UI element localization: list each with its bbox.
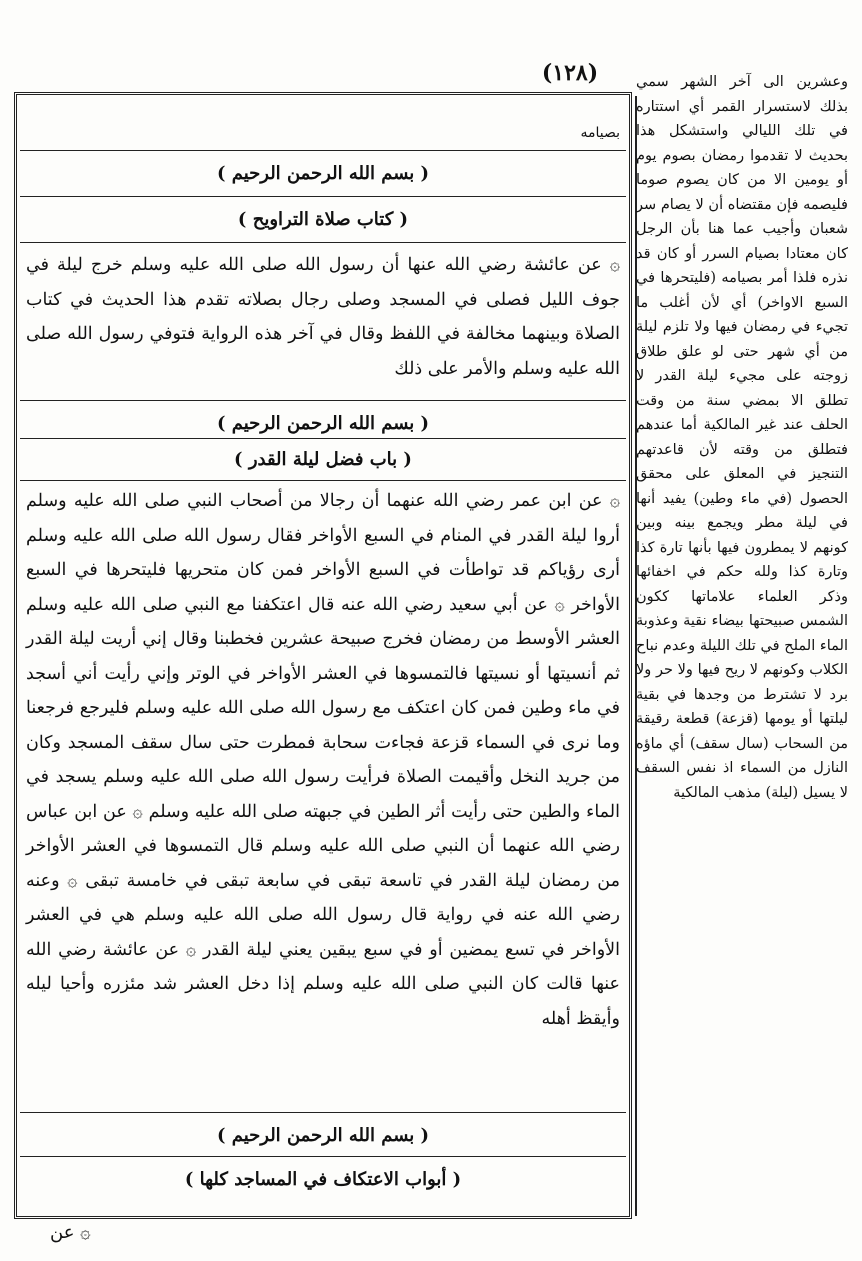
basmala: ( بسم الله الرحمن الرحيم )	[216, 1125, 430, 1146]
divider	[20, 480, 626, 481]
divider	[20, 196, 626, 197]
carryover-word: بصيامه	[580, 125, 620, 141]
section-heading: ( كتاب صلاة التراويح )	[237, 209, 409, 230]
divider	[20, 438, 626, 439]
hadith-paragraph: ۞ عن عائشة رضي الله عنها أن رسول الله صلى الله عليه وسلم خرج ليلة في جوف الليل فصلى في المسجد وصلى رجال بصلاته تقدم هذا الحديث في كتاب الصلاة وبينهما مخالفة في اللفظ وقال في آخر هذه الرواية فتوفي رسول الله صلى الله عليه وسلم والأمر على ذلك	[26, 255, 620, 379]
catchword: ۞ عن	[50, 1222, 91, 1243]
main-text-column	[20, 100, 626, 1215]
basmala: ( بسم الله الرحمن الرحيم )	[216, 413, 430, 434]
hadith-paragraph: ۞ عن ابن عمر رضي الله عنهما أن رجالا من أصحاب النبي صلى الله عليه وسلم أروا ليلة القدر في المنام في السبع الأواخر فقال رسول الله صلى الله عليه وسلم أرى رؤياكم قد تواطأت في السبع الأواخر فمن كان متحريها فليتحرها في السبع الأواخر ۞ عن أبي سعيد رضي الله عنه قال اعتكفنا مع النبي صلى الله عليه وسلم العشر الأوسط من رمضان فخرج صبيحة عشرين فخطبنا وقال إني أريت ليلة القدر ثم أنسيتها أو نسيتها فالتمسوها في العشر الأواخر في الوتر وإني رأيت أني أسجد في ماء وطين فمن كان اعتكف مع رسول الله صلى الله عليه وسلم فليرجع فرجعنا وما نرى في السماء قزعة فجاءت سحابة فمطرت حتى سال سقف المسجد وكان من جريد النخل وأقيمت الصلاة فرأيت رسول الله صلى الله عليه وسلم يسجد في الماء والطين حتى رأيت أثر الطين في جبهته صلى الله عليه وسلم ۞ عن ابن عباس رضي الله عنهما أن النبي صلى الله عليه وسلم قال التمسوها في العشر الأواخر من رمضان ليلة القدر في تاسعة تبقى في سابعة تبقى في خامسة تبقى ۞ وعنه رضي الله عنه في رواية قال رسول الله صلى الله عليه وسلم هي في العشر الأواخر في تسع يمضين أو في سبع يبقين يعني ليلة القدر ۞ عن عائشة رضي الله عنها قالت كان النبي صلى الله عليه وسلم إذا دخل العشر شد مئزره وأحيا ليله وأيقظ أهله	[26, 491, 620, 1029]
page-number: (١٢٨)	[541, 60, 599, 86]
section-heading: ( أبواب الاعتكاف في المساجد كلها )	[184, 1169, 462, 1190]
marginal-commentary: وعشرين الى آخر الشهر سمي بذلك لاستسرار القمر أي استتاره في تلك الليالي واستشكل هذا بحديث لا تقدموا رمضان بصوم يوم أو يومين الا من كان يصوم صوما فليصمه فإن مقتضاه أن لا يصام سر شعبان وأجيب عما هنا بأن الرجل كان معتادا بصيام السرر أو كان قد نذره فلذا أمر بصيامه (فليتحرها في السبع الاواخر) أي لأن أغلب ما تجيء في رمضان فيها ولا تلزم ليلة من أي شهر حتى لو علق طلاق زوجته على مجيء ليلة القدر لا تطلق الا بمضي سنة من وقت الحلف عند غير المالكية أما عندهم فتطلق من وقته لأن قاعدتهم التنجيز في المعلق على محقق الحصول (في ماء وطين) يفيد أنها في ليلة مطر ويجمع بينه وبين كونهم لا يمطرون فيها بأنها تارة كذا وتارة كذا ولله حكم في اخفائها وذكر العلماء علاماتها ككون الشمس صبيحتها بيضاء نقية وعذوبة الماء الملح في تلك الليلة وعدم نباح الكلاب وكونهم لا ريح فيها ولا حر ولا برد لا تشترط من وجدها في بقية ليلتها أو يومها (قزعة) قطعة رقيقة من السحاب (سال سقف) أي ماؤه النازل من السماء اذ نفس السقف لا يسيل (ليلة) مذهب المالكية	[636, 74, 848, 801]
divider	[20, 150, 626, 151]
basmala: ( بسم الله الرحمن الرحيم )	[216, 163, 430, 184]
divider	[20, 1156, 626, 1157]
divider	[20, 400, 626, 401]
divider	[20, 242, 626, 243]
section-heading: ( باب فضل ليلة القدر )	[234, 449, 412, 470]
divider	[20, 1112, 626, 1113]
